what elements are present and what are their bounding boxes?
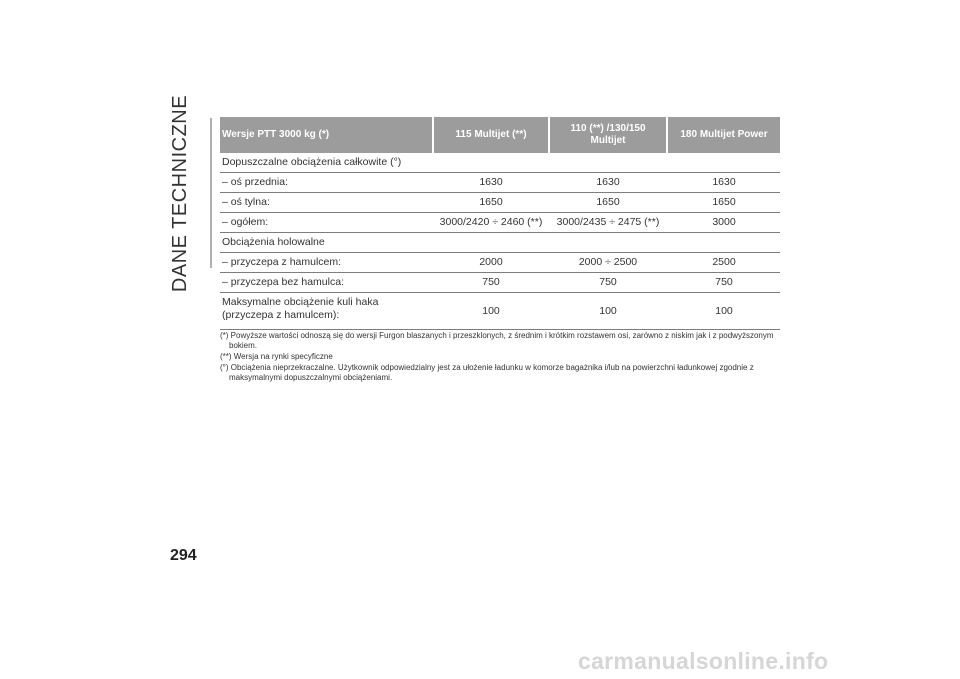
section-title-text: DANE TECHNICZNE [169, 94, 192, 292]
section-title [150, 94, 212, 292]
table-row [220, 253, 780, 273]
header-180-multijet-power: 180 Multijet Power [668, 117, 780, 153]
table-row [220, 293, 780, 330]
row-label: – ogółem: [222, 216, 269, 228]
row-label: – przyczepa z hamulcem: [222, 256, 342, 268]
row-value-180: 3000 [712, 216, 736, 228]
footnote: (*) Powyższe wartości odnoszą się do wersji Furgon blaszanych i przeszklonych, z średnim i krótkim rozstawem osi, zarówno z niskim jak i z podwyższonym bokiem. [220, 331, 774, 350]
header-115-multijet: 115 Multijet (**) [434, 117, 548, 153]
table-row [220, 193, 780, 213]
row-value-180: 2500 [712, 256, 736, 268]
row-value-115: 2000 [479, 256, 503, 268]
row-value-115: 1630 [479, 176, 503, 188]
watermark: carmanualsonline.info [578, 648, 829, 674]
row-value-180: 1650 [712, 196, 736, 208]
footnotes [220, 331, 780, 384]
table-row [220, 173, 780, 193]
header-version: Wersje PTT 3000 kg (*) [220, 117, 432, 153]
row-label: – oś przednia: [222, 176, 288, 188]
row-value-180: 750 [715, 276, 733, 288]
row-label: – oś tylna: [222, 196, 270, 208]
page-number: 294 [170, 547, 197, 564]
row-value-115: 750 [482, 276, 500, 288]
row-value-180: 1630 [712, 176, 736, 188]
footnote: (**) Wersja na rynki specyficzne [220, 352, 333, 361]
table-row [220, 213, 780, 233]
row-label: – przyczepa bez hamulca: [222, 276, 344, 288]
row-value-110: 1630 [596, 176, 620, 188]
header-110-130-150-line1: 110 (**) /130/150 [570, 123, 646, 134]
header-110-130-150-line2: Multijet [590, 135, 626, 146]
row-label: Obciążenia holowalne [222, 236, 325, 248]
table-header [220, 117, 780, 153]
row-value-180: 100 [715, 305, 733, 317]
table-row [220, 153, 780, 173]
table-row [220, 233, 780, 253]
row-value-115: 1650 [479, 196, 503, 208]
row-label: Maksymalne obciążenie kuli haka (przyczepa z hamulcem): [222, 296, 379, 321]
row-value-110: 100 [599, 305, 617, 317]
row-value-115: 100 [482, 305, 500, 317]
row-value-110: 3000/2435 ÷ 2475 (**) [556, 216, 660, 228]
row-value-110: 2000 ÷ 2500 [578, 256, 638, 268]
row-label: Dopuszczalne obciążenia całkowite (°) [222, 156, 402, 168]
table-row [220, 273, 780, 293]
header-110-130-150 [550, 117, 666, 153]
footnote: (°) Obciążenia nieprzekraczalne. Użytkownik odpowiedzialny jest za ułożenie ładunku w komorze bagażnika i/lub na powierzchni ładunkowej zgodnie z maksymalnymi dopuszczalnymi obciążeniami. [220, 363, 754, 382]
row-value-110: 750 [599, 276, 617, 288]
row-value-115: 3000/2420 ÷ 2460 (**) [439, 216, 543, 228]
section-divider [210, 118, 212, 268]
table-body [220, 153, 780, 330]
row-value-110: 1650 [596, 196, 620, 208]
